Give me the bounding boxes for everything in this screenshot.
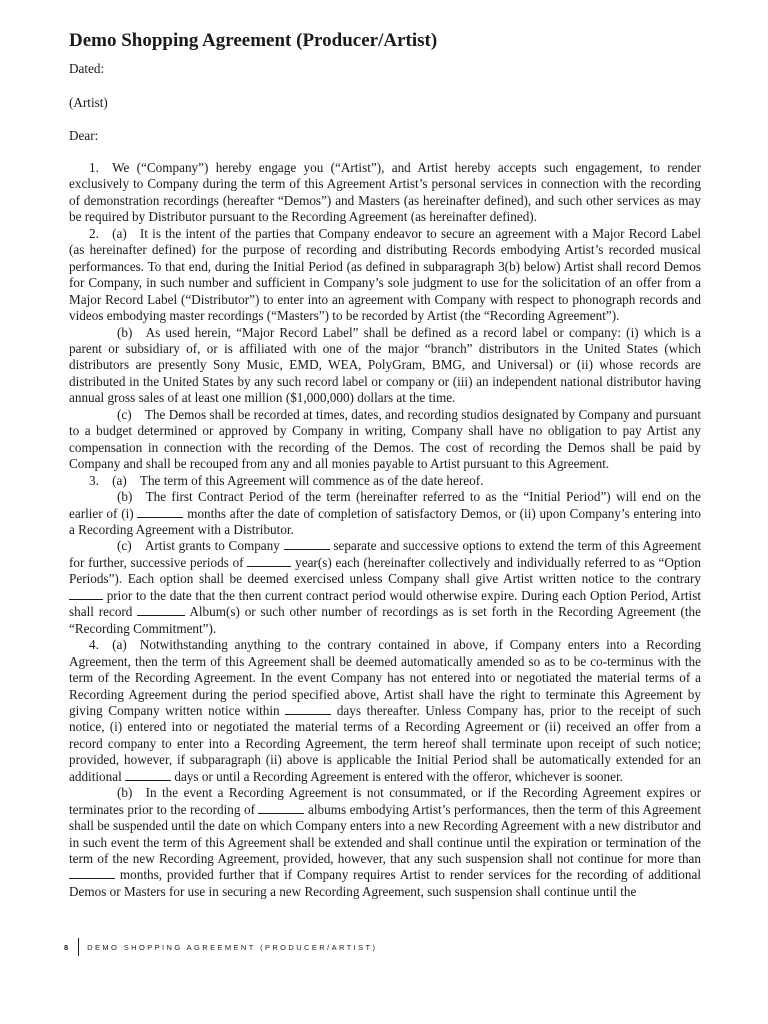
dated-line: Dated: <box>69 61 105 76</box>
fill-in-blank <box>285 703 331 715</box>
fill-in-blank <box>125 769 171 781</box>
fill-in-blank <box>137 506 183 518</box>
document-title: Demo Shopping Agreement (Producer/Artist) <box>69 30 438 51</box>
paragraph-2b: (b) As used herein, “Major Record Label” shall be defined as a record label or company: (i) which is a parent or subsidiary of, or is affiliated with one of the major “branch” distributors in the United States (which distributors are presently Sony Music, EMD, WEA, PolyGram, BMG, and Universal) or (ii) whose records are distributed in the United States by any such record label or company or (iii) an independent national distributor having annual gross sales of at least one million ($1,000,000) dollars at the time. <box>69 324 701 406</box>
paragraph-3c <box>69 538 701 637</box>
paragraph-2a: 2. (a) It is the intent of the parties that Company endeavor to secure an agreement with a Major Record Label (as hereinafter defined) for the purpose of recording and distributing Records embodying Artist’s recorded musical performances. To that end, during the Initial Period (as defined in subparagraph 3(b) below) Artist shall record Demos for Company, in such number and sufficient in Company’s sole judgment to use for the solicitation of an offer from a Major Record Label (“Distributor”) to enter into an agreement with Company with respect to phonograph records and videos embodying master recordings (“Masters”) to be recorded by Artist (the “Recording Agreement”). <box>69 225 701 324</box>
paragraph-3b-text-2: months after the date of completion of satisfactory Demos, or (ii) upon Company’s entering into a Recording Agreement with a Distributor. <box>69 505 702 537</box>
paragraph-3c-text-2: separate and successive options to extend the term of this Agreement for further, successive periods of <box>69 538 702 570</box>
paragraph-3c-text-3: year(s) each (hereinafter collectively and individually referred to as “Option Periods”). Each option shall be deemed exercised unless Company shall give Artist written notice to the contrary <box>69 554 702 587</box>
fill-in-blank <box>137 604 185 616</box>
paragraph-3a: 3. (a) The term of this Agreement will commence as of the date hereof. <box>89 472 484 488</box>
running-title: DEMO SHOPPING AGREEMENT (PRODUCER/ARTIST) <box>87 942 378 952</box>
paragraph-3b-text-1: (b) The first Contract Period of the term (hereinafter referred to as the “Initial Period”) will end on the earlier of (i) <box>69 489 701 521</box>
paragraph-4a-text-3: days or until a Recording Agreement is entered with the offeror, whichever is sooner. <box>174 768 623 784</box>
fill-in-blank <box>69 867 115 879</box>
fill-in-blank <box>284 538 330 550</box>
paragraph-4a-text-1: 4. (a) Notwithstanding anything to the contrary contained in above, if Company enters into a Recording Agreement, then the term of this Agreement shall be deemed automatically amended so as to be co-terminus with the term of the Recording Agreement. In the event Company has not entered into or negotiated the material terms of a Recording Agreement during the period specified above, Artist shall have the right to terminate this Agreement by giving Company written notice within <box>69 637 701 718</box>
fill-in-blank <box>247 555 291 567</box>
paragraph-4b-text-2: albums embodying Artist’s performances, then the term of this Agreement shall be suspended until the date on which Company enters into a new Recording Agreement with a new distributor and in such event the term of this Agreement shall be extended and shall continue until the expiration or termination of the term of the new Recording Agreement, provided, however, that any such suspension shall not continue for more than <box>69 801 702 867</box>
paragraph-4a-text-2: days thereafter. Unless Company has, prior to the receipt of such notice, (i) entered into or negotiated the material terms of a Recording Agreement or (ii) received an offer from a record company to enter into a Recording Agreement, the term hereof shall terminate upon receipt of such notice; provided, however, if subparagraph (ii) above is applicable the Initial Period shall be automatically extended for an additional <box>69 702 702 784</box>
paragraph-4b <box>69 785 701 900</box>
paragraph-3c-text-5: Album(s) or such other number of recordings as is set forth in the Recording Agreement (the “Recording Commitment”). <box>69 604 701 636</box>
paragraph-4b-text-1: (b) In the event a Recording Agreement is not consummated, or if the Recording Agreement expires or terminates prior to the recording of <box>69 785 701 817</box>
artist-line: (Artist) <box>69 95 108 110</box>
paragraph-2c: (c) The Demos shall be recorded at times, dates, and recording studios designated by Company and pursuant to a budget determined or approved by Company in writing, Company shall have no obligation to pay Artist any compensation in connection with the recording of the Demos. The cost of recording the Demos shall be paid by Company and shall be recouped from any and all monies payable to Artist pursuant to this Agreement. <box>69 406 701 472</box>
footer-divider <box>78 938 79 956</box>
fill-in-blank <box>258 802 304 814</box>
paragraph-3c-text-4: prior to the date that the then current contract period would otherwise expire. During each Option Period, Artist shall record <box>69 587 701 620</box>
salutation: Dear: <box>69 128 99 143</box>
page-number: 8 <box>64 942 69 952</box>
paragraph-4a <box>69 637 701 785</box>
paragraph-4b-text-3: months, provided further that if Company requires Artist to render services for the recording of additional Demos or Masters for use in securing a new Recording Agreement, such suspension shall continue until the <box>69 867 702 899</box>
fill-in-blank <box>69 588 103 600</box>
agreement-body <box>69 160 701 900</box>
paragraph-1: 1. We (“Company”) hereby engage you (“Artist”), and Artist hereby accepts such engagement, to render exclusively to Company during the term of this Agreement Artist’s personal services in connection with the recording of demonstration recordings (hereafter “Demos”) and Masters (as hereinafter defined), and such other services as may be required by Distributor pursuant to the Recording Agreement (as hereinafter defined). <box>69 160 701 225</box>
paragraph-3c-text-1: (c) Artist grants to Company <box>117 538 280 554</box>
page-footer <box>64 938 377 956</box>
paragraph-3b <box>69 489 701 538</box>
